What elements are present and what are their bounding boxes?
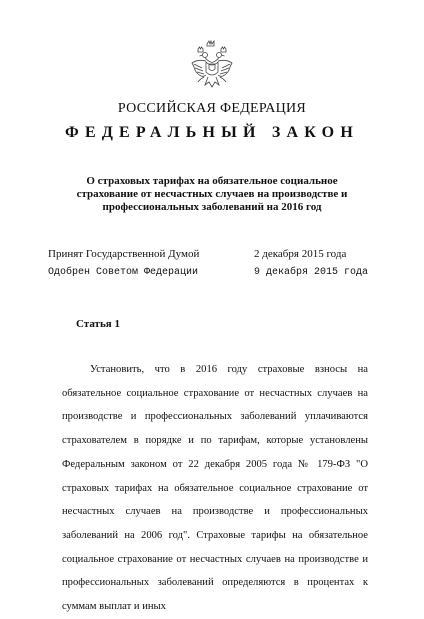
approval-date: 9 декабря 2015 года bbox=[254, 267, 369, 278]
adoption-date: 2 декабря 2015 года bbox=[254, 248, 347, 260]
country-name: РОССИЙСКАЯ ФЕДЕРАЦИЯ bbox=[117, 101, 307, 116]
article-heading: Статья 1 bbox=[76, 318, 120, 330]
article-text: Установить, что в 2016 году страховые взносы на обязательное социальное страхование от несчастных случаев на производстве и профессиональных заболеваний уплачиваются страхователем в порядке и по тарифам, которые установлены Федеральным законом от 22 декабря 2005 года № 179-ФЗ "О страховых тарифах на обязательное социальное страхование от несчастных случаев на производстве и профессиональных заболеваний на 2006 год". Страховые тарифы на обязательное социальное страхование от несчастных случаев на производстве и профессиональных заболеваний определяются в процентах к суммам выплат и иных bbox=[62, 364, 368, 613]
approval-label: Одобрен Советом Федерации bbox=[48, 267, 199, 278]
law-title: О страховых тарифах на обязательное социальное страхование от несчастных случаев на производстве и профессиональных заболеваний на 2016 год bbox=[76, 175, 348, 213]
document-type: ФЕДЕРАЛЬНЫЙ ЗАКОН bbox=[65, 124, 359, 141]
coat-of-arms-icon bbox=[190, 40, 234, 92]
adoption-label: Принят Государственной Думой bbox=[48, 248, 200, 260]
